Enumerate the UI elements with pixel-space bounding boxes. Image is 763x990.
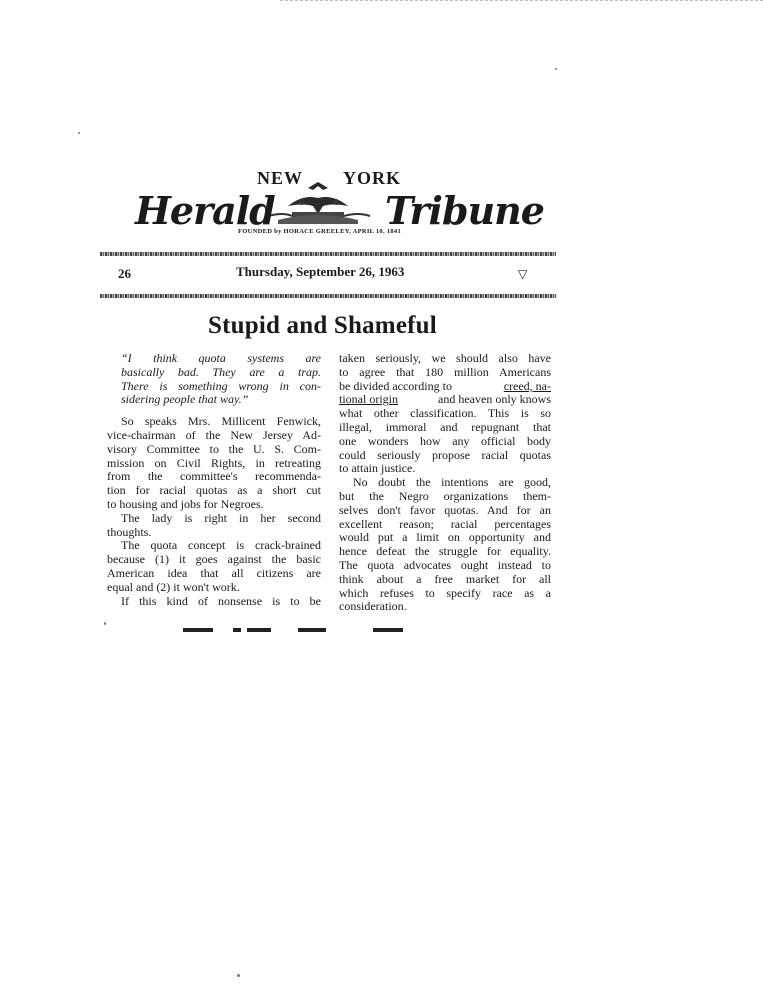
- text-line: So speaks Mrs. Millicent Fenwick,: [121, 414, 321, 429]
- text-line: If this kind of nonsense is to be: [121, 593, 321, 608]
- text-line: The quota concept is crack-brained: [121, 538, 321, 553]
- text-line: vice-chairman of the New Jersey Ad-: [107, 427, 321, 442]
- cut-off-next-headline: [183, 620, 403, 634]
- text-line: hence defeat the struggle for equality.: [339, 544, 551, 559]
- text-fragment: be divided according to: [339, 378, 452, 393]
- text-line: selves don't favor quotas. And for an: [339, 502, 551, 517]
- text-line: thoughts.: [107, 524, 152, 539]
- text-fragment: and heaven only knows: [438, 392, 551, 407]
- text-line: visory Committee to the U. S. Com-: [107, 441, 321, 456]
- text-line: would put a limit on opportunity and: [339, 530, 551, 545]
- scan-edge-dots: [280, 0, 763, 3]
- dateline: [118, 264, 538, 286]
- text-line: The quota advocates ought instead to: [339, 557, 551, 572]
- text-line: but the Negro organizations them-: [339, 488, 551, 503]
- text-line: mission on Civil Rights, in retreating: [107, 455, 321, 470]
- article-column-right: [339, 352, 551, 614]
- masthead-york: YORK: [343, 168, 401, 188]
- text-line: [339, 393, 551, 407]
- text-line: The lady is right in her second: [121, 510, 321, 525]
- scan-speck: [78, 132, 80, 134]
- text-line: There is something wrong in con-: [121, 378, 321, 393]
- masthead-tribune: Tribune: [385, 188, 544, 233]
- bottom-rule: [100, 294, 556, 298]
- text-line: No doubt the intentions are good,: [353, 475, 551, 490]
- article-headline: Stupid and Shameful: [208, 312, 437, 339]
- text-line: taken seriously, we should also have: [339, 351, 551, 365]
- scan-speck: [237, 974, 240, 977]
- text-line: [339, 380, 551, 394]
- issue-date: Thursday, September 26, 1963: [236, 264, 405, 279]
- text-line: “I think quota systems are: [121, 351, 321, 365]
- text-line: what other classification. This is so: [339, 406, 551, 421]
- scan-speck: [104, 622, 106, 625]
- text-line: basically bad. They are a trap.: [121, 364, 321, 379]
- masthead-herald: Herald: [135, 188, 275, 233]
- text-line: excellent reason; racial percentages: [339, 516, 551, 531]
- text-line: to attain justice.: [339, 461, 416, 476]
- scan-speck: [555, 68, 557, 70]
- top-rule: [100, 252, 556, 256]
- text-line: from the committee's recommenda-: [107, 469, 321, 484]
- article-column-left: [107, 352, 321, 608]
- underlined-phrase: creed, na-: [503, 378, 551, 393]
- text-line: tion for racial quotas as a short cut: [107, 483, 321, 498]
- text-line: because (1) it goes against the basic: [107, 552, 321, 567]
- text-line: could seriously propose racial quotas: [339, 447, 551, 462]
- text-line: sidering people that way.”: [121, 392, 249, 407]
- masthead-new: NEW: [257, 168, 304, 188]
- text-line: equal and (2) it won't work.: [107, 579, 240, 594]
- text-line: which refuses to specify race as a: [339, 585, 551, 600]
- masthead: [100, 168, 560, 238]
- text-line: to housing and jobs for Negroes.: [107, 496, 264, 511]
- text-line: one wonders how any official body: [339, 433, 551, 448]
- text-line: American idea that all citizens are: [107, 565, 321, 580]
- founded-line: FOUNDED by HORACE GREELEY, APRIL 10, 1841: [238, 228, 402, 235]
- page-number: 26: [118, 266, 131, 281]
- text-line: consideration.: [339, 599, 407, 614]
- text-line: think about a free market for all: [339, 571, 551, 586]
- text-line: to agree that 180 million Americans: [339, 364, 551, 379]
- text-line: illegal, immoral and repugnant that: [339, 419, 551, 434]
- triangle-mark-icon: ▽: [518, 267, 528, 281]
- underlined-phrase: tional origin: [339, 392, 398, 407]
